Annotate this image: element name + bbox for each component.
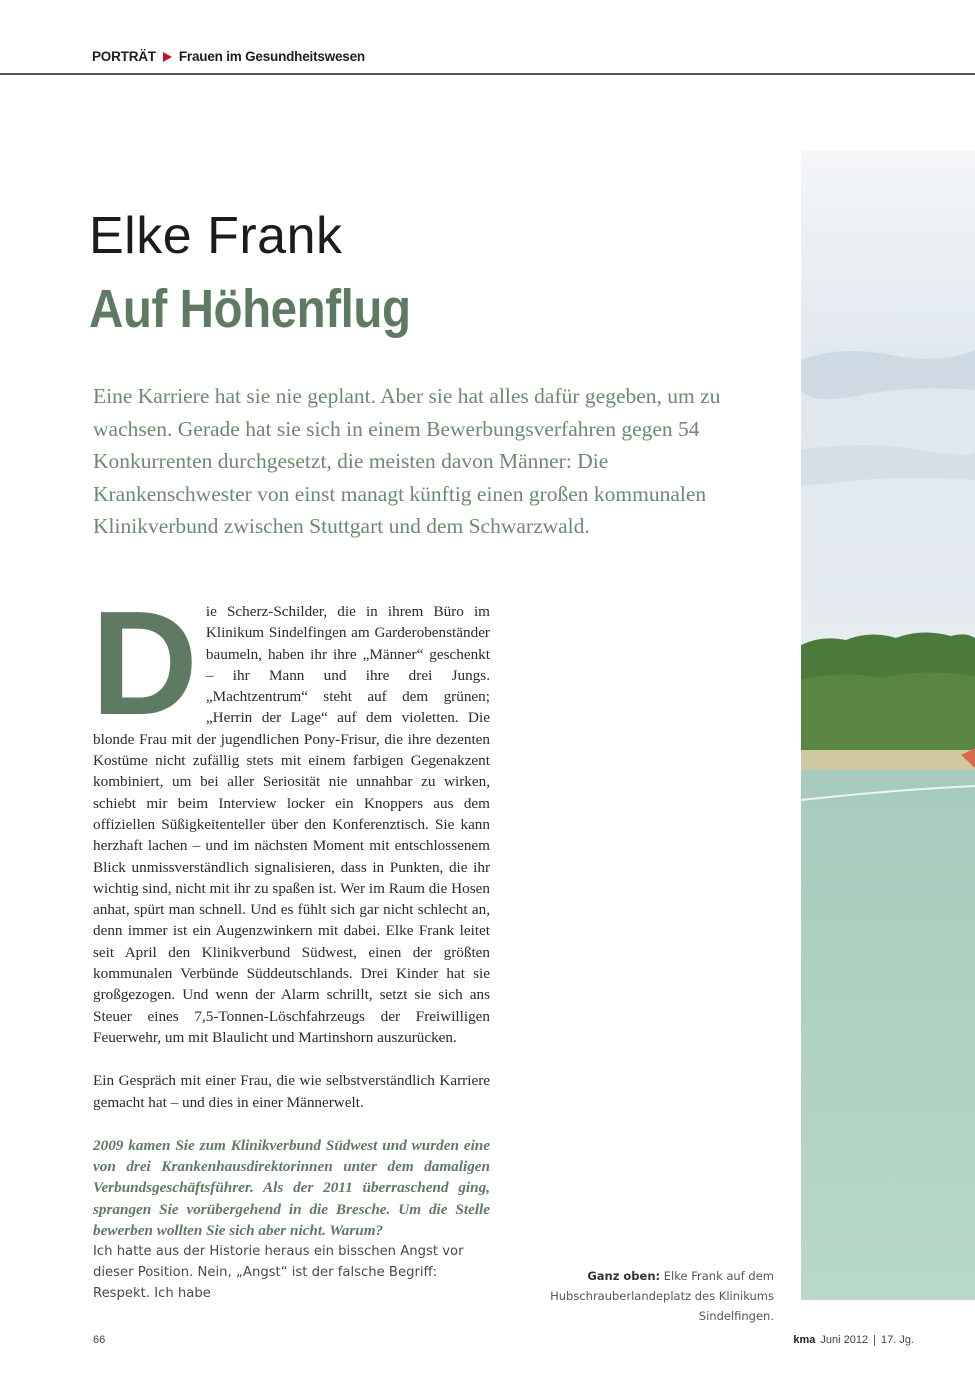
footer-info [793,1334,914,1346]
article-body [91,581,490,1304]
drop-cap: D [91,581,198,746]
photo-caption [520,1266,774,1326]
issue-date: Juni 2012 [820,1334,869,1346]
topic-label: Frauen im Gesundheitswesen [178,49,365,64]
person-name: Elke Frank [89,207,343,265]
intro-text: ie Scherz-Schilder, die in ihrem Büro im Klinikum Sindelfingen am Garderobenständer baumeln, haben ihr ihre „Männer“ geschenkt – ihr Mann und ihre drei Jungs. „Machtzentrum“ steht auf dem grünen; „Herrin der Lage“ auf dem violetten. Die blonde Frau mit der jugendlichen Pony-Frisur, die ihre dezenten Kostüme nicht zufällig stets mit einem farbigen Gegenakzent kombiniert, um bei aller Seriosität nie unnahbar zu wirken, schiebt mir beim Interview locker ein Knoppers aus dem offiziellen Süßigkeitenteller über den Konferenztisch. Sie kann herzhaft lachen – und im nächsten Moment mit entschlossenem Blick unmissverständlich signalisieren, dass in Punkten, die ihr wichtig sind, nicht mit ihr zu spaßen ist. Wer im Raum die Hosen anhat, spürt man schnell. Und es fühlt sich gar nicht schlecht an, denn immer ist ein Augenzwinkern mit dabei. Elke Frank leitet seit April den Klinikverbund Südwest, einen der größten kommunalen Verbünde Süddeutschlands. Drei Kinder hat sie großgezogen. Und wenn der Alarm schrillt, setzt sie sich ans Steuer eines 7,5-Tonnen-Löschfahrzeugs der Freiwilligen Feuerwehr, um mit Blaulicht und Martinshorn auszurücken. [93,603,490,1046]
article-photo [801,150,975,1300]
interview-answer: Ich hatte aus der Historie heraus ein bisschen Angst vor dieser Position. Nein, „Angst“ ist der falsche Begriff: Respekt. Ich habe [93,1244,464,1302]
magazine-brand: kma [793,1334,816,1346]
interview-question: 2009 kamen Sie zum Klinikverbund Südwest und wurden eine von drei Krankenhausdirektorinnen unter dem damaligen Verbundsgeschäftsführer. Als der 2011 überraschend ging, sprangen Sie vorübergehend in die Bresche. Um die Stelle bewerben wollten Sie sich aber nicht. Warum? [93,1136,490,1240]
footer-separator: | [873,1334,876,1346]
helipad-photo [801,150,975,1300]
caption-label: Ganz oben: [587,1269,661,1283]
section-label: PORTRÄT [92,49,156,64]
breadcrumb [92,49,365,64]
volume-label: 17. Jg. [880,1334,914,1346]
article-headline: Auf Höhenflug [89,279,411,339]
body-paragraph: Ein Gespräch mit einer Frau, die wie selbstverständlich Karriere gemacht hat – und dies in einer Männerwelt. [93,1072,490,1111]
caption-text: Elke Frank auf dem Hubschrauberlandeplatz des Klinikums Sindelfingen. [550,1269,774,1323]
page-header [0,0,975,75]
intro-paragraph [91,581,490,1048]
article-lead: Eine Karriere hat sie nie geplant. Aber sie hat alles dafür gegeben, um zu wachsen. Gerade hat sie sich in einem Bewerbungsverfahren gegen 54 Konkurrenten durchgesetzt, die meisten davon Männer: Die Krankenschwester von einst managt künftig einen großen kommunalen Klinikverbund zwischen Stuttgart und dem Schwarzwald. [93,384,721,538]
header-rule [0,73,975,75]
page-number: 66 [93,1334,106,1346]
triangle-arrow-icon [163,52,172,62]
